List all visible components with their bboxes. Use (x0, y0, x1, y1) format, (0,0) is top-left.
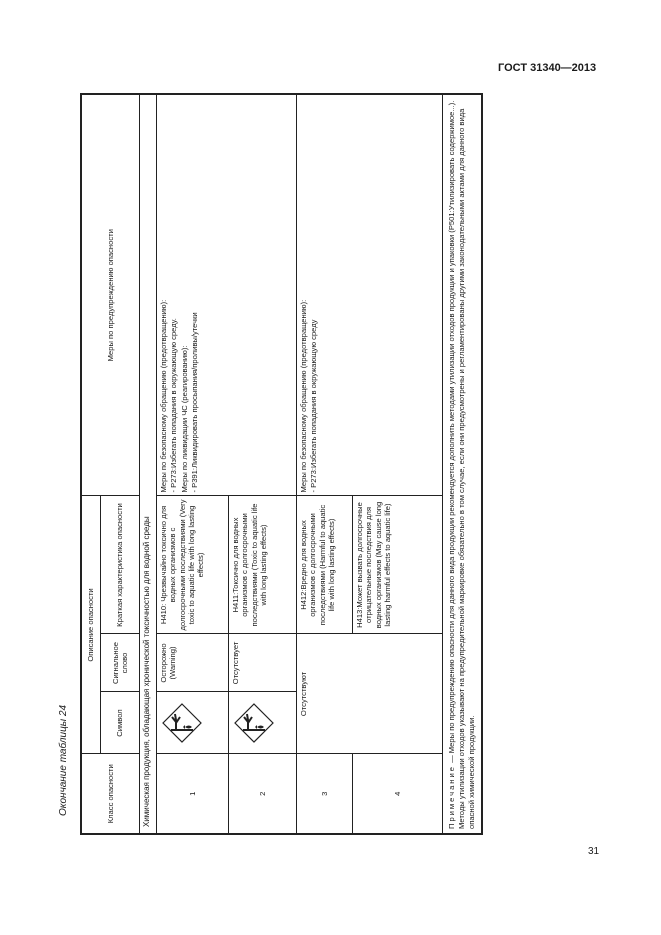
hazard-class-cell: 2 (229, 754, 297, 834)
signal-word-cell: Осторожно (Warning) (157, 634, 229, 692)
signal-word-cell: Отсутствует (229, 634, 297, 692)
document-code: ГОСТ 31340—2013 (498, 62, 597, 74)
measures-line: Меры по безопасному обращению (предотвращению): (159, 299, 168, 493)
table-caption: Окончание таблицы 24 (58, 704, 69, 816)
measures-line: - Р391:Ликвидировать просыпания/проливы/утечки (189, 312, 199, 493)
header-hazard-description: Описание опасности (81, 496, 101, 754)
measures-line: Меры по безопасному обращению (предотвращению): (299, 299, 308, 493)
table-row (297, 94, 353, 834)
hazard-class-cell: 3 (297, 754, 353, 834)
measures-cell-3-4 (297, 94, 443, 496)
hazard-class-cell: 1 (157, 754, 229, 834)
header-hazard-class: Класс опасности (81, 754, 140, 834)
hazard-class-cell: 4 (353, 754, 443, 834)
header-symbol: Символ (101, 692, 140, 754)
note-row (443, 94, 482, 834)
header-row-1 (81, 94, 101, 834)
section-row (140, 94, 157, 834)
measures-line: - Р273:Избегать попадания в окружающую среду. (169, 318, 179, 493)
environment-hazard-icon (159, 696, 205, 751)
measures-line: Меры по ликвидации ЧС (реагированию): (179, 345, 189, 493)
characteristic-cell: Н410: Чрезвычайно токсично для водных организмов с долгосрочными последствиями (Very toxic to aquatic life with long lasting effects) (157, 496, 229, 634)
page-number: 31 (588, 846, 600, 857)
table-row (157, 94, 229, 834)
table-note (443, 94, 482, 834)
symbol-cell (157, 692, 229, 754)
characteristic-cell: Н413:Может вызвать долгосрочные отрицательные последствия для водных организмов (May cause long lasting harmful effects to aquatic life) (353, 496, 443, 634)
characteristic-cell: Н412:Вредно для водных организмов с долгосрочными последствиями (Harmful to aquatic life with long lasting effects) (297, 496, 353, 634)
header-signal-word: Сигнальное слово (101, 634, 140, 692)
symbol-cell (229, 692, 297, 754)
hazard-table (80, 93, 483, 835)
section-title: Химическая продукция, обладающая хронической токсичностью для водной среды (140, 94, 157, 834)
symbol-absent-cell: Отсутствуют (297, 634, 443, 754)
rotated-table-block (80, 95, 476, 835)
measures-line: - Р273:Избегать попадания в окружающую среду (309, 319, 319, 493)
environment-hazard-icon (231, 696, 277, 751)
measures-cell-1-2 (157, 94, 297, 496)
header-precautionary-measures: Меры по предупреждению опасности (81, 94, 140, 496)
note-text: — Меры по предупреждению опасности для данного вида продукции рекомендуется дополнить методами утилизации отходов продукции и упаковки (Р501:Утилизировать содержимое...). Методы утилизации отходов указывают на предупредительной маркировке обязательно в том случае, если они предусмотрены и регламентированы другими законодательными актами для данного вида опасной химической продукции. (447, 100, 476, 829)
note-label: Примечание (447, 765, 456, 829)
header-short-characteristic: Краткая характеристика опасности (101, 496, 140, 634)
characteristic-cell: Н411:Токсично для водных организмов с долгосрочными последствиями (Toxic to aquatic life with long lasting effects) (229, 496, 297, 634)
